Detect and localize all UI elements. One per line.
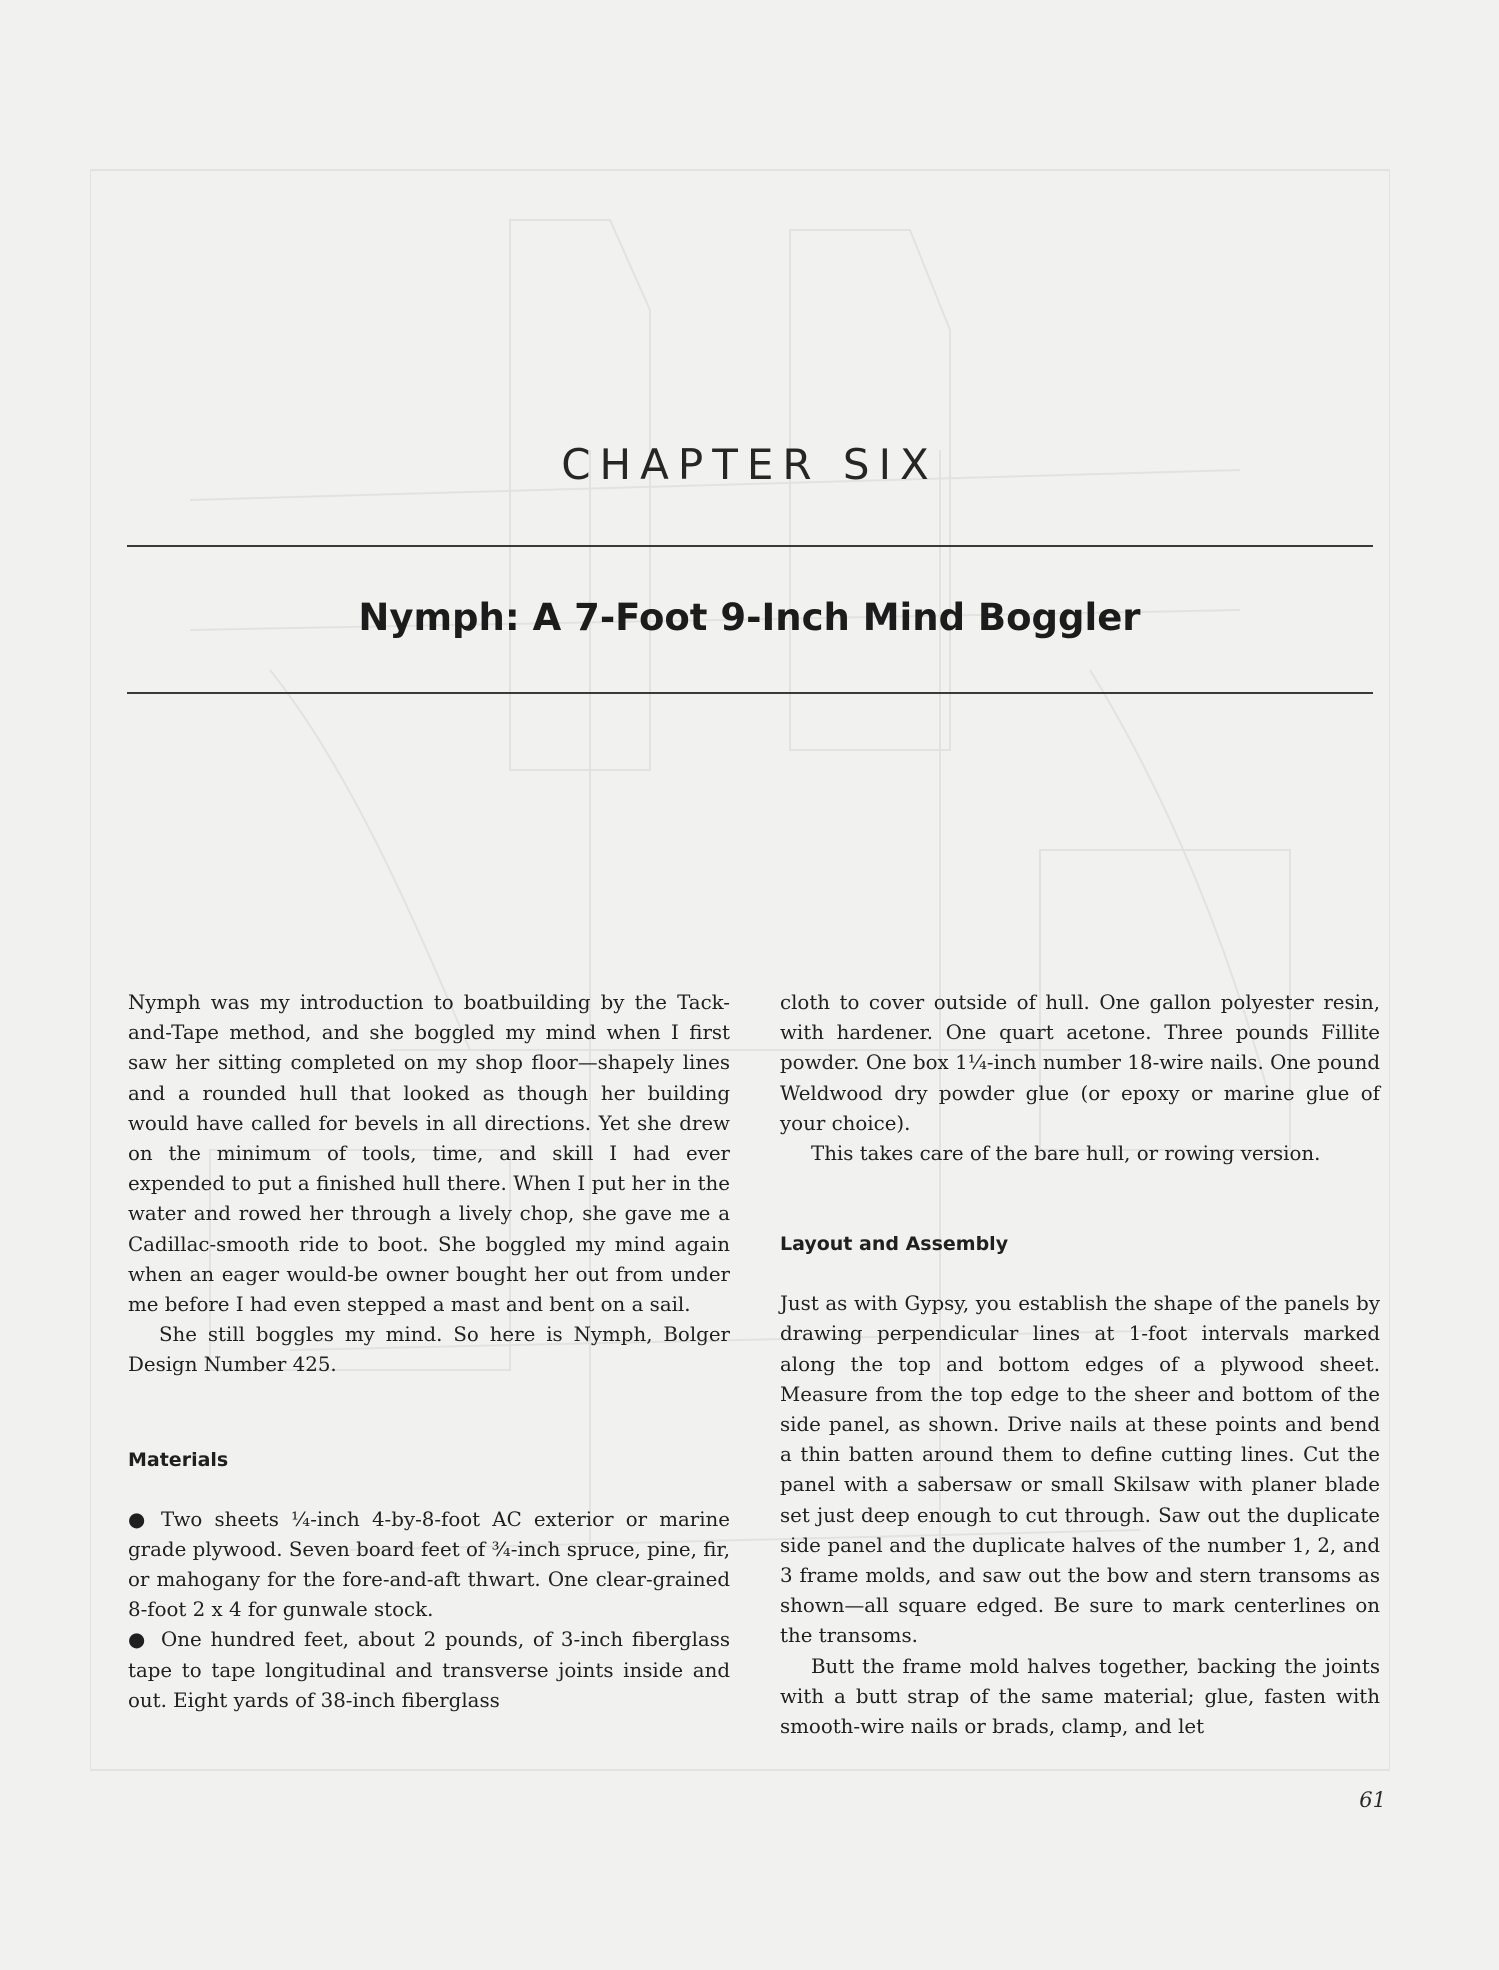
title-rule-top <box>127 545 1373 547</box>
materials-heading: Materials <box>128 1448 229 1471</box>
bullet-icon: ● <box>128 1628 146 1652</box>
chapter-number: CHAPTER SIX <box>561 440 938 489</box>
second-paragraph: She still boggles my mind. So here is Nymph, Bolger Design Number 425. <box>128 1323 730 1377</box>
left-column <box>128 988 730 1716</box>
butt-paragraph: Butt the frame mold halves together, backing the joints with a butt strap of the same material; glue, fasten with smooth-wire nails or brads, clamp, and let <box>780 1654 1380 1739</box>
materials-bullet-2 <box>128 1625 730 1716</box>
intro-paragraph: Nymph was my introduction to boatbuilding by the Tack-and-Tape method, and she boggled my mind when I first saw her sitting completed on my shop floor—shapely lines and a rounded hull that looked as though her building would have called for bevels in all directions. Yet she drew on the minimum of tools, time, and skill I had ever expended to put a finished hull there. When I put her in the water and rowed her through a lively chop, she gave me a Cadillac-smooth ride to boot. She boggled my mind again when an eager would-be owner bought her out from under me before I had even stepped a mast and bent on a sail. <box>128 991 730 1317</box>
bullet-1-text: Two sheets ¼-inch 4-by-8-foot AC exterior or marine grade plywood. Seven board feet of ¾-inch spruce, pine, fir, or mahogany for the fore-and-aft thwart. One clear-grained 8-foot 2 x 4 for gunwale stock. <box>128 1507 730 1622</box>
title-rule-bottom <box>127 692 1373 694</box>
hull-note: This takes care of the bare hull, or rowing version. <box>811 1142 1321 1166</box>
materials-continuation: cloth to cover outside of hull. One gallon polyester resin, with hardener. One quart acetone. Three pounds Fillite powder. One box 1¼-inch number 18-wire nails. One pound Weldwood dry powder glue (or epoxy or marine glue of your choice). <box>780 991 1380 1135</box>
chapter-title: Nymph: A 7-Foot 9-Inch Mind Boggler <box>358 596 1141 639</box>
bullet-2-text: One hundred feet, about 2 pounds, of 3-inch fiberglass tape to tape longitudinal and transverse joints inside and out. Eight yards of 38-inch fiberglass <box>128 1628 730 1712</box>
bullet-icon: ● <box>128 1507 146 1531</box>
materials-bullet-1 <box>128 1505 730 1626</box>
right-column <box>780 988 1380 1742</box>
layout-paragraph: Just as with Gypsy, you establish the shape of the panels by drawing perpendicular lines at 1-foot intervals marked along the top and bottom edges of a plywood sheet. Measure from the top edge to the sheer and bottom of the side panel, as shown. Drive nails at these points and bend a thin batten around them to define cutting lines. Cut the panel with a sabersaw or small Skilsaw with planer blade set just deep enough to cut through. Saw out the duplicate side panel and the duplicate halves of the number 1, 2, and 3 frame molds, and saw out the bow and stern transoms as shown—all square edged. Be sure to mark centerlines on the transoms. <box>780 1292 1380 1648</box>
layout-heading: Layout and Assembly <box>780 1233 1009 1256</box>
page-number: 61 <box>1359 1788 1386 1812</box>
